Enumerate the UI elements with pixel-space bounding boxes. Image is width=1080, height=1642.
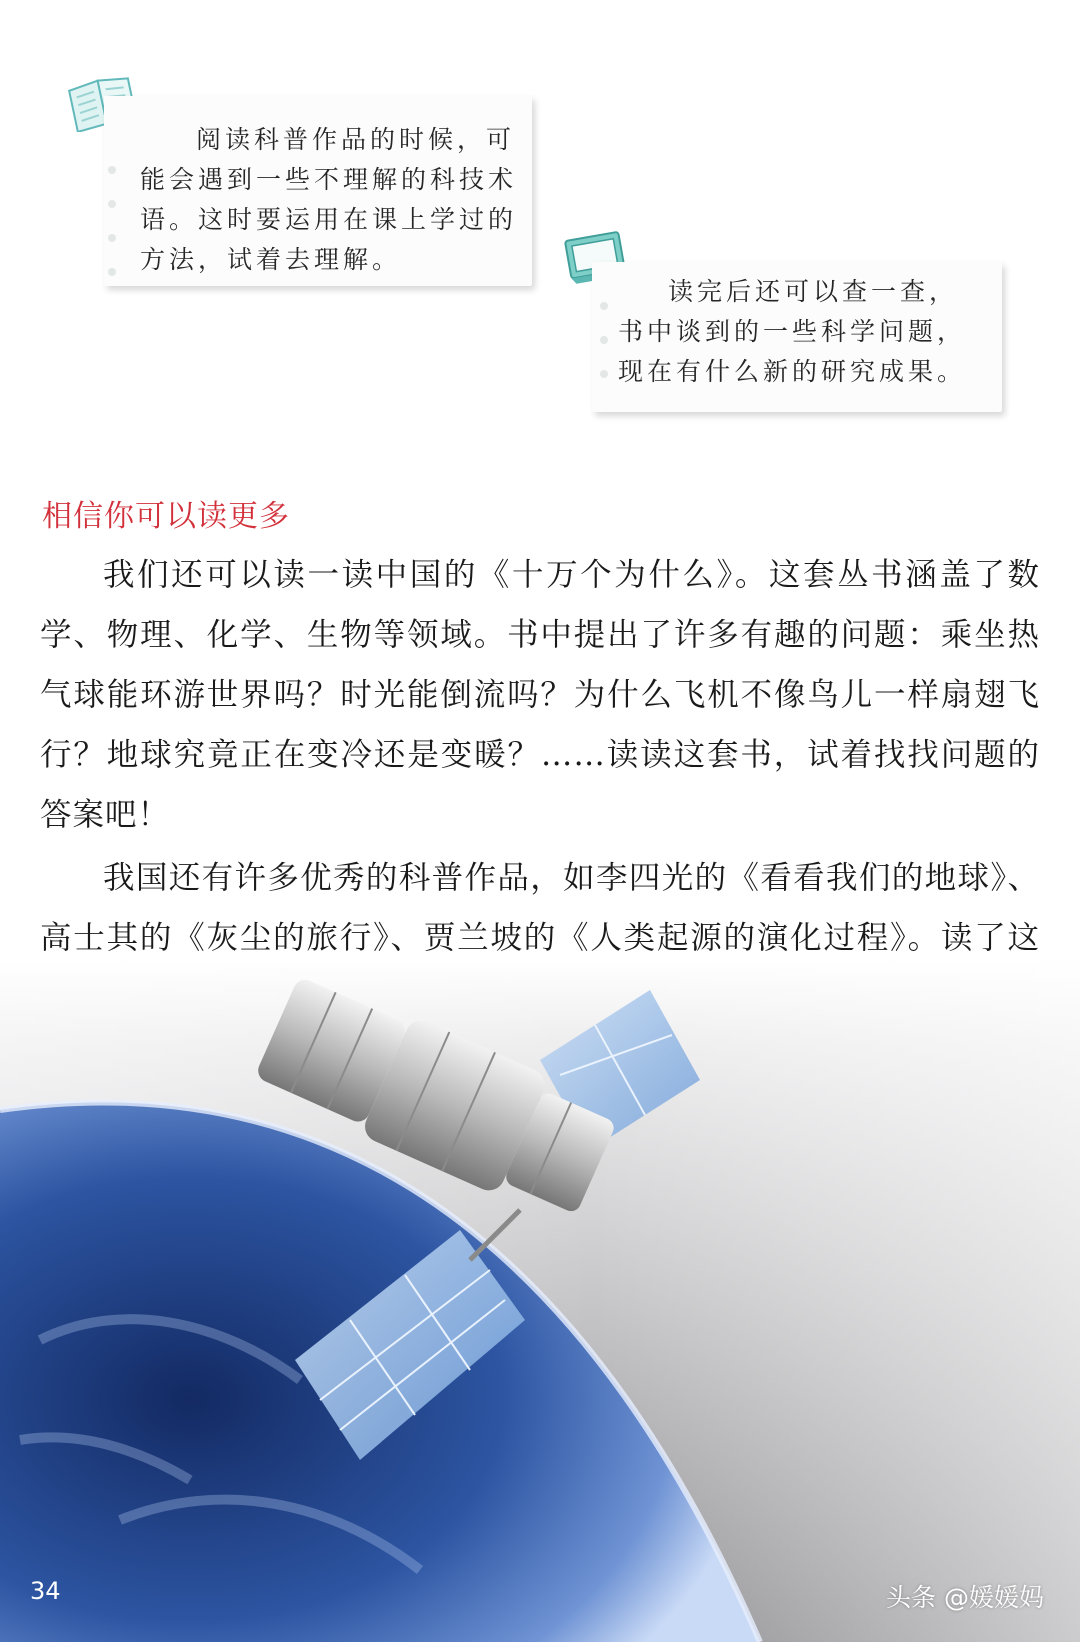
tip-note-understand (104, 96, 532, 286)
body-paragraph: 我国还有许多优秀的科普作品，如李四光的《看看我们的地球》、高士其的《灰尘的旅行》、贾兰坡的《人类起源的演化过程》。读了这 (40, 860, 1040, 956)
note-binding-dots (108, 166, 116, 302)
body-paragraph: 我们还可以读一读中国的《十万个为什么》。这套丛书涵盖了数学、物理、化学、生物等领域。书中提出了许多有趣的问题：乘坐热气球能环游世界吗？时光能倒流吗？为什么飞机不像鸟儿一样扇翅飞行？地球究竟正在变冷还是变暖？……读读这套书，试着找找问题的答案吧！ (40, 557, 1040, 833)
source-watermark: 头条 @媛媛妈 (886, 1583, 1044, 1612)
tip-note-research (592, 262, 1002, 412)
note-text: 读完后还可以查一查， 书中谈到的一些科学问题， 现在有什么新的研究成果。 (618, 277, 967, 386)
page-number: 34 (30, 1577, 61, 1605)
earth-satellite-illustration (0, 960, 1080, 1642)
note-text: 阅读科普作品的时候，可 能会遇到一些不理解的科技术 语。这时要运用在课上学过的 方法，试着去理解。 (140, 125, 518, 274)
note-binding-dots (600, 302, 608, 404)
section-heading: 相信你可以读更多 (42, 499, 290, 534)
